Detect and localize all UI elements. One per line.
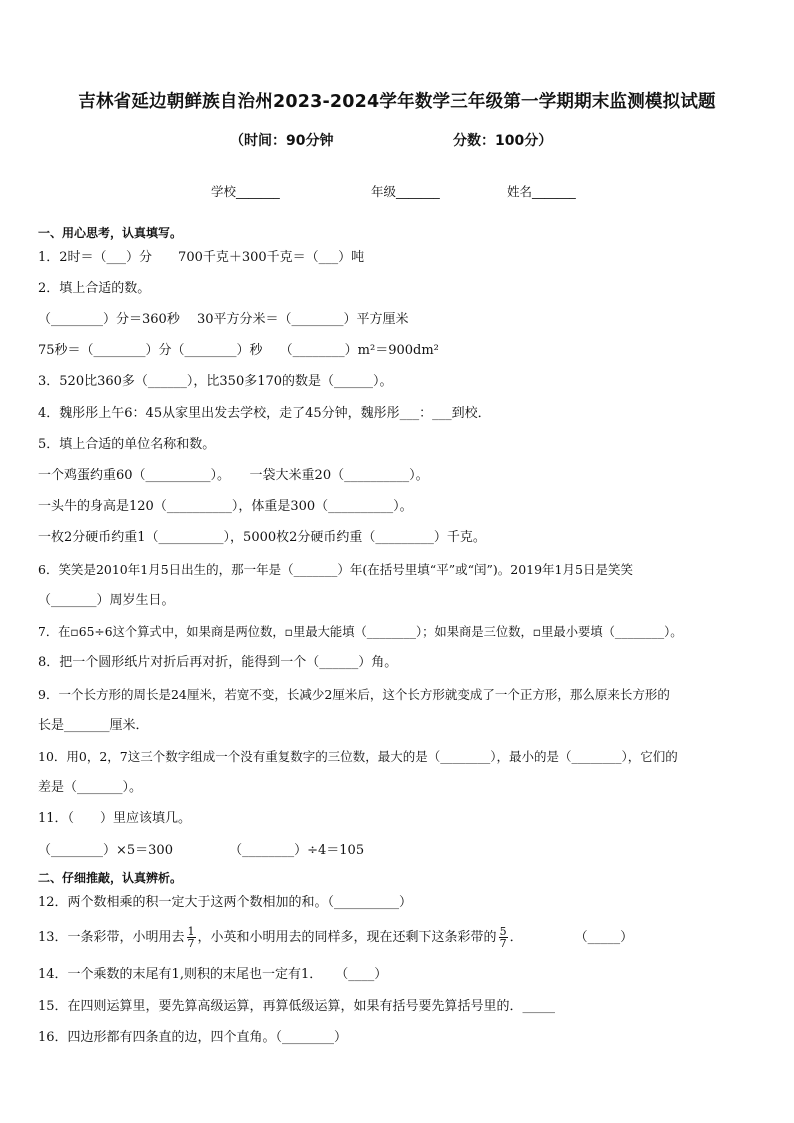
question-8: 8．把一个圆形纸片对折后再对折，能得到一个（______）角。 bbox=[38, 655, 398, 670]
question-7: 7．在▫65÷6这个算式中，如果商是两位数，▫里最大能填（________）；如果商是三位数，▫里最小要填（________）。 bbox=[38, 625, 683, 639]
question-5c: 一枚2分硬币约重1（__________），5000枚2分硬币约重（_________）千克。 bbox=[38, 530, 486, 545]
exam-title: 吉林省延边朝鲜族自治州2023-2024学年数学三年级第一学期期末监测模拟试题 bbox=[78, 92, 716, 112]
question-5b: 一头牛的身高是120（__________），体重是300（__________）。 bbox=[38, 499, 413, 514]
fraction-denominator: 7 bbox=[187, 937, 195, 950]
fraction-five-sevenths bbox=[499, 926, 508, 949]
fraction-denominator: 7 bbox=[499, 937, 507, 950]
question-9a: 9．一个长方形的周长是24厘米，若宽不变，长减少2厘米后，这个长方形就变成了一个正方形，那么原来长方形的 bbox=[38, 687, 670, 702]
fraction-numerator: 5 bbox=[499, 925, 507, 938]
exam-time: （时间：90分钟 bbox=[230, 133, 334, 149]
question-13 bbox=[38, 926, 633, 950]
question-15: 15．在四则运算里，要先算高级运算，再算低级运算，如果有括号要先算括号里的．_____ bbox=[38, 999, 556, 1014]
question-13-text-b: ，小英和小明用去的同样多，现在还剩下这条彩带的 bbox=[197, 930, 497, 945]
question-3: 3．520比360多（______），比350多170的数是（______）。 bbox=[38, 374, 393, 389]
section-1-heading: 一、用心思考，认真填写。 bbox=[38, 226, 183, 240]
question-4: 4．魏彤彤上午6：45从家里出发去学校，走了45分钟，魏彤彤___：___到校． bbox=[38, 406, 491, 421]
question-6b: （_______）周岁生日。 bbox=[38, 593, 175, 608]
question-5a: 一个鸡蛋约重60（__________）。 一袋大米重20（__________）。 bbox=[38, 468, 429, 483]
question-5: 5．填上合适的单位名称和数。 bbox=[38, 437, 216, 452]
question-13-text-c: ． （_____） bbox=[509, 930, 634, 945]
section-2-heading: 二、仔细推敲，认真辨析。 bbox=[38, 871, 183, 885]
question-2a: （________）分＝360秒 30平方分米＝（________）平方厘米 bbox=[38, 312, 409, 327]
question-10b: 差是（_______）。 bbox=[38, 780, 143, 795]
question-11: 11．（ ）里应该填几。 bbox=[38, 811, 192, 826]
school-field[interactable]: 学校_______ bbox=[211, 184, 280, 199]
question-12: 12．两个数相乘的积一定大于这两个数相加的和。（__________） bbox=[38, 895, 413, 910]
name-field[interactable]: 姓名_______ bbox=[507, 184, 576, 199]
question-9b: 长是_______厘米． bbox=[38, 718, 149, 733]
fraction-one-seventh bbox=[187, 926, 196, 949]
grade-field[interactable]: 年级_______ bbox=[371, 184, 440, 199]
exam-score: 分数：100分） bbox=[453, 133, 553, 149]
question-16: 16．四边形都有四条直的边，四个直角。（________） bbox=[38, 1030, 348, 1045]
question-13-text-a: 13．一条彩带，小明用去 bbox=[38, 930, 185, 945]
question-1: 1．2时＝（___）分 700千克＋300千克＝（___）吨 bbox=[38, 250, 365, 265]
question-2b: 75秒＝（________）分（________）秒 （________）m²＝900dm² bbox=[38, 343, 439, 358]
fraction-numerator: 1 bbox=[187, 925, 195, 938]
question-14: 14．一个乘数的末尾有1,则积的末尾也一定有1． （____） bbox=[38, 967, 388, 982]
question-6a: 6．笑笑是2010年1月5日出生的，那一年是（_______）年(在括号里填“平”或“闰”)。2019年1月5日是笑笑 bbox=[38, 562, 633, 577]
question-2: 2．填上合适的数。 bbox=[38, 281, 151, 296]
question-10a: 10．用0，2，7这三个数字组成一个没有重复数字的三位数，最大的是（________），最小的是（________），它们的 bbox=[38, 749, 678, 764]
question-11a: （________）×5＝300 （________）÷4＝105 bbox=[38, 843, 365, 858]
